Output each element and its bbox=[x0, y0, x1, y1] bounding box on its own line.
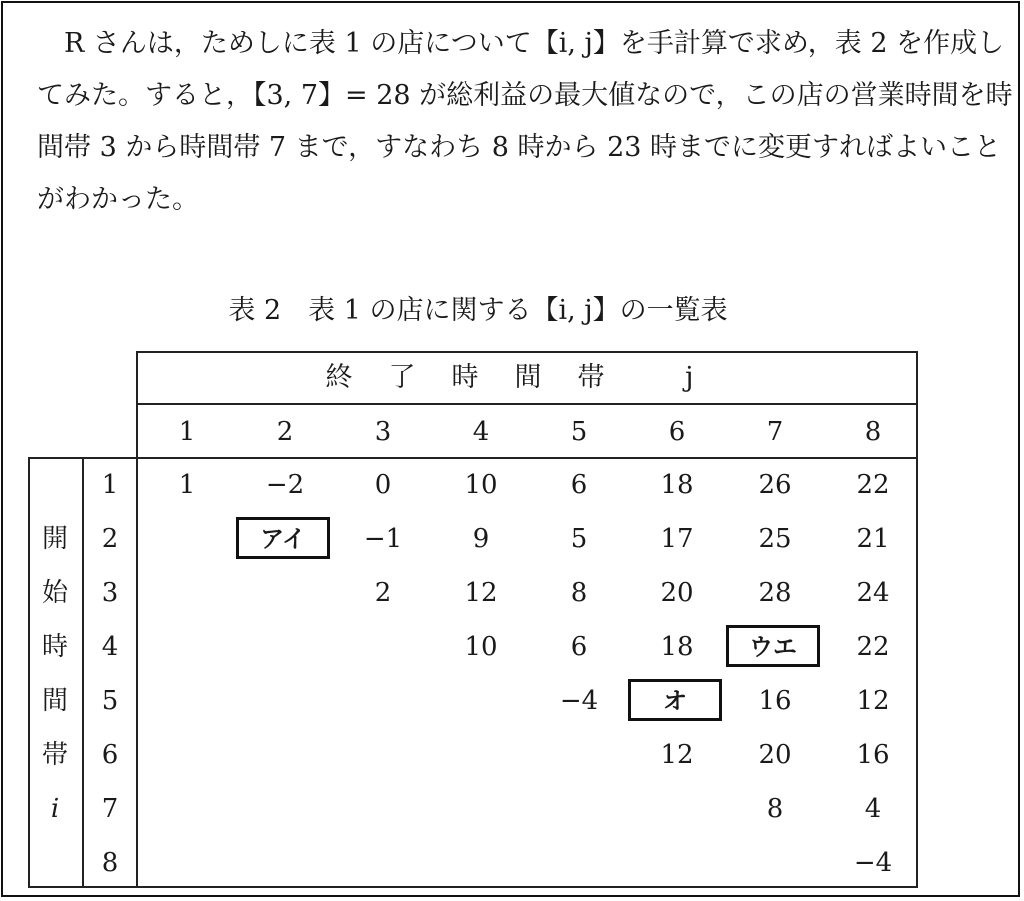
row-number: 8 bbox=[101, 848, 119, 878]
table-cell: 12 bbox=[464, 578, 498, 608]
blank-box-ue: ウエ bbox=[726, 625, 820, 667]
table-cell: 17 bbox=[660, 524, 694, 554]
table-cell: 10 bbox=[464, 470, 498, 500]
column-number: 1 bbox=[178, 417, 196, 447]
table-cell: 26 bbox=[758, 470, 792, 500]
column-number: 8 bbox=[864, 417, 882, 447]
row-number: 5 bbox=[101, 686, 119, 716]
row-number: 3 bbox=[101, 578, 119, 608]
column-number: 6 bbox=[668, 417, 686, 447]
row-number: 1 bbox=[101, 470, 119, 500]
paragraph-line: R さんは，ためしに表 1 の店について【i, j】を手計算で求め，表 2 を作成し bbox=[37, 28, 1005, 59]
table-caption: 表 2 表 1 の店に関する【i, j】の一覧表 bbox=[228, 295, 728, 326]
table-cell: 8 bbox=[766, 794, 784, 824]
paragraph-line: てみた。すると，【3, 7】= 28 が総利益の最大値なので，この店の営業時間を時 bbox=[37, 80, 1013, 111]
table-cell: 6 bbox=[570, 632, 588, 662]
row-header-char: 始 bbox=[41, 578, 68, 608]
table-cell: 6 bbox=[570, 470, 588, 500]
row-header-char: 時 bbox=[41, 632, 68, 662]
row-number: 6 bbox=[101, 740, 119, 770]
table-cell: 20 bbox=[758, 740, 792, 770]
table-cell: 8 bbox=[570, 578, 588, 608]
paragraph-line: がわかった。 bbox=[37, 184, 199, 215]
table-cell: 22 bbox=[856, 470, 890, 500]
paragraph-line: 間帯 3 から時間帯 7 まで，すなわち 8 時から 23 時までに変更すればよいこと bbox=[37, 132, 1002, 163]
table-cell: 12 bbox=[856, 686, 890, 716]
table-cell: 20 bbox=[660, 578, 694, 608]
table-cell: 28 bbox=[758, 578, 792, 608]
column-number: 4 bbox=[472, 417, 490, 447]
table-cell: 22 bbox=[856, 632, 890, 662]
table-cell: −4 bbox=[853, 848, 893, 878]
problem-paragraph bbox=[37, 18, 1013, 226]
table-cell: 4 bbox=[864, 794, 882, 824]
table-cell: 0 bbox=[374, 470, 392, 500]
row-header-char: 間 bbox=[41, 686, 68, 716]
table-cell: 18 bbox=[660, 632, 694, 662]
column-number: 7 bbox=[766, 417, 784, 447]
blank-box-ai: アイ bbox=[236, 517, 330, 559]
column-header-title: 終了時間帯 j bbox=[325, 362, 730, 393]
row-number: 7 bbox=[101, 794, 119, 824]
table-cell: 24 bbox=[856, 578, 890, 608]
column-number: 5 bbox=[570, 417, 588, 447]
table-cell: 10 bbox=[464, 632, 498, 662]
table-cell: 18 bbox=[660, 470, 694, 500]
row-number: 4 bbox=[101, 632, 119, 662]
column-number: 2 bbox=[276, 417, 294, 447]
table-cell: −2 bbox=[265, 470, 305, 500]
table-2 bbox=[28, 351, 918, 888]
row-number: 2 bbox=[101, 524, 119, 554]
table-cell: 21 bbox=[856, 524, 890, 554]
table-cell: −1 bbox=[363, 524, 403, 554]
table-cell: 1 bbox=[178, 470, 196, 500]
table-cell: 16 bbox=[758, 686, 792, 716]
row-header-char: 帯 bbox=[41, 740, 68, 770]
table-cell: −4 bbox=[559, 686, 599, 716]
table-cell: 2 bbox=[374, 578, 392, 608]
table-cell: 25 bbox=[758, 524, 792, 554]
column-number: 3 bbox=[374, 417, 392, 447]
blank-box-o: オ bbox=[628, 679, 722, 721]
table-cell: 16 bbox=[856, 740, 890, 770]
table-cell: 9 bbox=[472, 524, 490, 554]
row-header-char: 開 bbox=[41, 524, 68, 554]
row-header-char: i bbox=[50, 794, 60, 824]
table-cell: 5 bbox=[570, 524, 588, 554]
table-cell: 12 bbox=[660, 740, 694, 770]
